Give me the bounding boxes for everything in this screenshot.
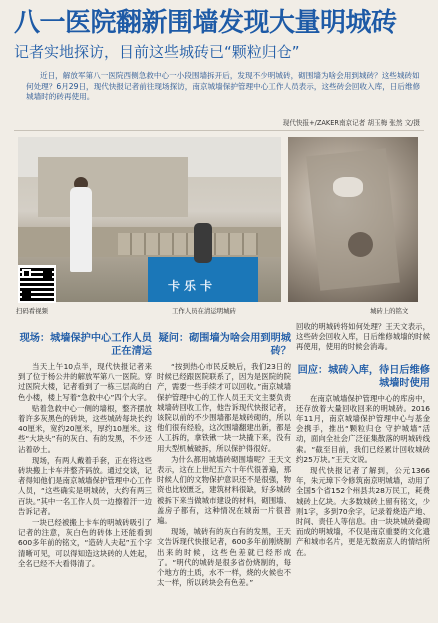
photo-brick-highlight: [333, 177, 363, 197]
subheadline: 记者实地探访，目前这些城砖已“颗粒归仓”: [14, 43, 300, 61]
photo-truck-label: 卡乐卡: [168, 279, 217, 293]
column-heading: 现场：城墙保护中心工作人员正在清运: [19, 333, 152, 357]
photo-worker: [70, 187, 92, 272]
article-column-2: [157, 322, 291, 589]
column-heading: 疑问：砌围墙为啥会用到明城砖？: [158, 333, 291, 357]
photo-workers-clearing-bricks: [18, 137, 281, 302]
paragraph: 回收的明城砖将如何处理？王天文表示，这些砖会回收入库，日后维修城墙的时候再使用，使用的时候会消毒。: [296, 322, 430, 352]
byline: 现代快报+/ZAKER南京记者 胡玉梅 张然 文/摄: [282, 119, 420, 127]
photo-worker-2: [194, 223, 212, 263]
headline: 八一医院翻新围墙发现大量明城砖: [14, 8, 397, 38]
photo-building: [38, 157, 188, 217]
lede-paragraph: 近日，解放军第八一医院西侧急救中心一小段围墙拆开后，发现不少明城砖，砌围墙为啥会用到城砖？这些城砖如何处理？6月29日，现代快报记者前往现场探访，南京城墙保护管理中心工作人员表示，这些砖会回收入库，日后维修城墙时的砖再使用。: [26, 71, 421, 101]
paragraph: 现代快报记者了解到，公元1366年，朱元璋下令修筑南京明城墙，动用了全国5个省152个州县共28万民工，耗费城砖上亿块。大多数城砖上留有铭文，少则1字，多到70余字，记录着烧造产地、时间、责任人等信息。由一块块城砖叠砌而成的明城墙，不仅是南京重要的文化遗产和城市名片，更是无数南京人的情结所在。: [296, 466, 430, 557]
paragraph: 现场，有两人戴着手套，正在将这些砖块搬上卡车并整齐码放。通过交谈，记者得知他们是南京城墙保护管理中心工作人员，“这些确实是明城砖，大约有两三百块。”其中一名工作人员一边擦着汗一边告诉记者。: [18, 455, 152, 516]
paragraph: “按到热心市民反映后，我们23日的时候已经跟医院联系了，因为是医院的院产，需要一些手续才可以回收。”南京城墙保护管理中心的工作人员王天文主要负责城墙砖回收工作，他告诉现代快报记者，该院以前的不少围墙都是城砖砌的，所以他们很有经验，这次围墙翻建出新，都是人工拆的，拿铁锹一块一块撬下来，没有用大型机械破拆，所以保护得很好。: [157, 362, 291, 453]
photo-brick-closeup: [306, 148, 400, 291]
photo-brick-shadow: [348, 232, 373, 257]
paragraph: 贴着急救中心一侧的墙根，整齐摆放着许多灰黑色的砖块，这些城砖每块长约40厘米，宽约20厘米，厚约10厘米。这些“大块头”有的灰白、有的发黑，不少还沾着砂土。: [18, 403, 152, 454]
article-column-3: [296, 322, 430, 559]
paragraph: 一块已经被搬上卡车的明城砖吸引了记者的注意，灰白色的砖体上还能看到600多年前的铭文，“造砖人夫起”五个字清晰可见，可以得知造这块砖的人姓起，全名已经不大看得清了。: [18, 518, 152, 568]
caption-main-photo: 工作人员在清运明城砖: [172, 307, 236, 315]
article-column-1: [18, 322, 152, 570]
caption-side-photo: 城砖上的铭文: [370, 307, 409, 315]
paragraph: 在南京城墙保护管理中心的库房中，还存放着大量回收回来的明城砖。2016年11月，南京城墙保护管理中心与基金会携手，推出“颗粒归仓 守护城墙”活动，面向全社会广泛征集散落的明城砖线索。“截至目前，我们已经累计回收城砖约25万块。”王天文说。: [296, 393, 430, 464]
divider: [14, 130, 424, 131]
qr-code[interactable]: [18, 265, 56, 303]
column-heading: 回应：城砖入库，待日后维修城墙时使用: [297, 364, 430, 389]
photo-brick-inscription: [288, 137, 418, 302]
paragraph: 当天上午10点半，现代快报记者来到了位于杨公井的解放军第八一医院。穿过医院大楼，记者看到了一栋三层高的白色小楼，楼上写着“急救中心”四个大字。: [18, 362, 152, 402]
photo-brick-stack: [118, 233, 258, 255]
paragraph: 为什么都用城墙砖砌围墙呢？王天文表示，这在上世纪五六十年代很普遍，那时候人们的文物保护意识还不是很强，物资也比较匮乏，建筑材料很缺，好多城砖被拆下来当做城市建设的材料，砌围墙、盖房子都有，这种情况在城南一片很普遍。: [157, 454, 291, 526]
paragraph: 现场，城砖有的灰白有的发黑，王天文告诉现代快报记者，600多年前刚烧制出来的时候，这些色差就已经形成了。“明代的城砖是很多省份烧制的，每个地方的土质，水不一样，烧的火候也不太一样，所以砖块会有色差。”: [157, 527, 291, 588]
caption-qr: 扫码看视频: [16, 307, 48, 315]
